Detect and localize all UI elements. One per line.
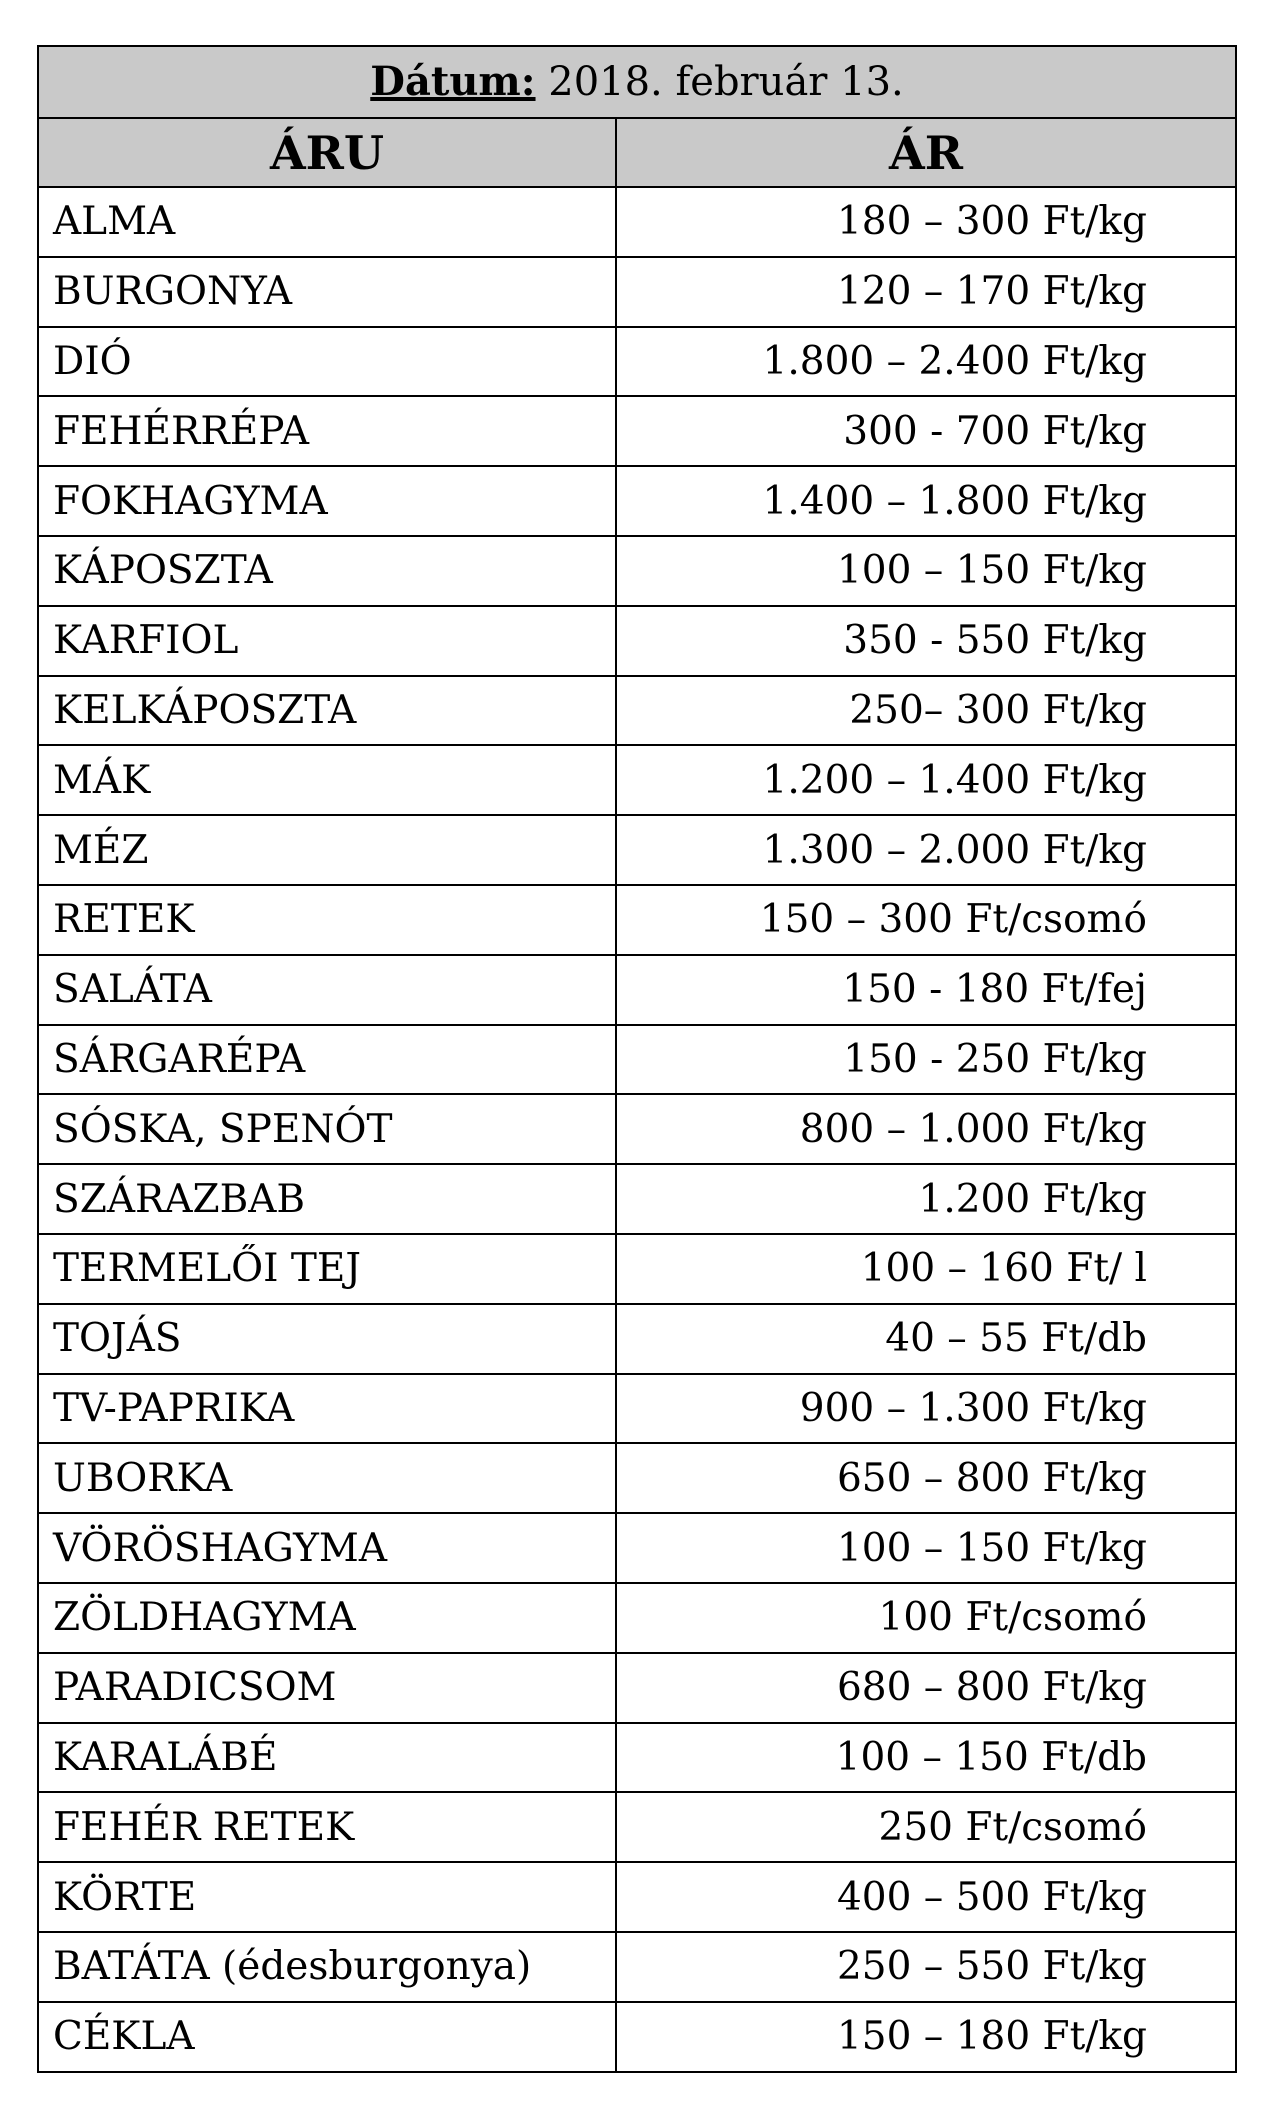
item-name: DIÓ <box>38 327 616 397</box>
table-row <box>38 466 1236 536</box>
item-name: UBORKA <box>38 1443 616 1513</box>
item-name: PARADICSOM <box>38 1653 616 1723</box>
table-row <box>38 955 1236 1025</box>
item-price: 250 Ft/csomó <box>616 1792 1236 1862</box>
table-row <box>38 1932 1236 2002</box>
item-price: 400 – 500 Ft/kg <box>616 1862 1236 1932</box>
item-name: KARALÁBÉ <box>38 1723 616 1793</box>
item-price: 100 – 150 Ft/db <box>616 1723 1236 1793</box>
item-price: 150 – 300 Ft/csomó <box>616 885 1236 955</box>
table-row <box>38 1304 1236 1374</box>
item-price: 1.200 – 1.400 Ft/kg <box>616 745 1236 815</box>
table-row <box>38 1025 1236 1095</box>
item-price: 120 – 170 Ft/kg <box>616 257 1236 327</box>
item-name: BURGONYA <box>38 257 616 327</box>
item-name: VÖRÖSHAGYMA <box>38 1513 616 1583</box>
item-price: 680 – 800 Ft/kg <box>616 1653 1236 1723</box>
item-name: TERMELŐI TEJ <box>38 1234 616 1304</box>
item-price: 900 – 1.300 Ft/kg <box>616 1374 1236 1444</box>
item-name: KELKÁPOSZTA <box>38 676 616 746</box>
date-value: 2018. február 13. <box>548 59 904 105</box>
table-row <box>38 815 1236 885</box>
item-price: 1.800 – 2.400 Ft/kg <box>616 327 1236 397</box>
table-row <box>38 1653 1236 1723</box>
item-price: 350 - 550 Ft/kg <box>616 606 1236 676</box>
item-name: SZÁRAZBAB <box>38 1164 616 1234</box>
item-price: 150 - 250 Ft/kg <box>616 1025 1236 1095</box>
table-row <box>38 1862 1236 1932</box>
item-price: 40 – 55 Ft/db <box>616 1304 1236 1374</box>
table-row <box>38 1723 1236 1793</box>
table-row <box>38 1792 1236 1862</box>
item-name: SÁRGARÉPA <box>38 1025 616 1095</box>
table-row <box>38 396 1236 466</box>
item-price: 800 – 1.000 Ft/kg <box>616 1094 1236 1164</box>
item-name: BATÁTA (édesburgonya) <box>38 1932 616 2002</box>
table-row <box>38 1583 1236 1653</box>
item-name: KÁPOSZTA <box>38 536 616 606</box>
item-name: MÁK <box>38 745 616 815</box>
table-row <box>38 1513 1236 1583</box>
table-row <box>38 327 1236 397</box>
item-price: 1.200 Ft/kg <box>616 1164 1236 1234</box>
table-row <box>38 745 1236 815</box>
item-price: 250– 300 Ft/kg <box>616 676 1236 746</box>
table-row <box>38 257 1236 327</box>
item-price: 250 – 550 Ft/kg <box>616 1932 1236 2002</box>
item-price: 650 – 800 Ft/kg <box>616 1443 1236 1513</box>
item-name: ZÖLDHAGYMA <box>38 1583 616 1653</box>
table-row <box>38 1234 1236 1304</box>
table-row <box>38 2002 1236 2072</box>
item-price: 100 – 150 Ft/kg <box>616 1513 1236 1583</box>
item-name: ALMA <box>38 187 616 257</box>
item-name: TV-PAPRIKA <box>38 1374 616 1444</box>
table-row <box>38 885 1236 955</box>
item-name: FOKHAGYMA <box>38 466 616 536</box>
item-name: KARFIOL <box>38 606 616 676</box>
table-row <box>38 1164 1236 1234</box>
item-name: TOJÁS <box>38 1304 616 1374</box>
item-name: CÉKLA <box>38 2002 616 2072</box>
date-label: Dátum: <box>370 58 536 105</box>
table-row <box>38 1443 1236 1513</box>
item-name: FEHÉR RETEK <box>38 1792 616 1862</box>
table-row <box>38 536 1236 606</box>
item-price: 300 - 700 Ft/kg <box>616 396 1236 466</box>
header-row <box>38 118 1236 187</box>
column-header-item: ÁRU <box>38 118 616 187</box>
item-price: 100 Ft/csomó <box>616 1583 1236 1653</box>
table-row <box>38 606 1236 676</box>
item-name: MÉZ <box>38 815 616 885</box>
table-row <box>38 676 1236 746</box>
date-cell <box>38 46 1236 118</box>
item-price: 1.300 – 2.000 Ft/kg <box>616 815 1236 885</box>
table-row <box>38 187 1236 257</box>
item-price: 150 - 180 Ft/fej <box>616 955 1236 1025</box>
item-list <box>38 187 1236 2072</box>
item-price: 100 – 160 Ft/ l <box>616 1234 1236 1304</box>
item-price: 1.400 – 1.800 Ft/kg <box>616 466 1236 536</box>
item-name: SÓSKA, SPENÓT <box>38 1094 616 1164</box>
item-name: RETEK <box>38 885 616 955</box>
item-name: KÖRTE <box>38 1862 616 1932</box>
table-row <box>38 1374 1236 1444</box>
table-row <box>38 1094 1236 1164</box>
column-header-price: ÁR <box>616 118 1236 187</box>
date-row <box>38 46 1236 118</box>
item-price: 100 – 150 Ft/kg <box>616 536 1236 606</box>
item-name: SALÁTA <box>38 955 616 1025</box>
item-price: 150 – 180 Ft/kg <box>616 2002 1236 2072</box>
item-name: FEHÉRRÉPA <box>38 396 616 466</box>
price-table <box>37 45 1237 2073</box>
item-price: 180 – 300 Ft/kg <box>616 187 1236 257</box>
